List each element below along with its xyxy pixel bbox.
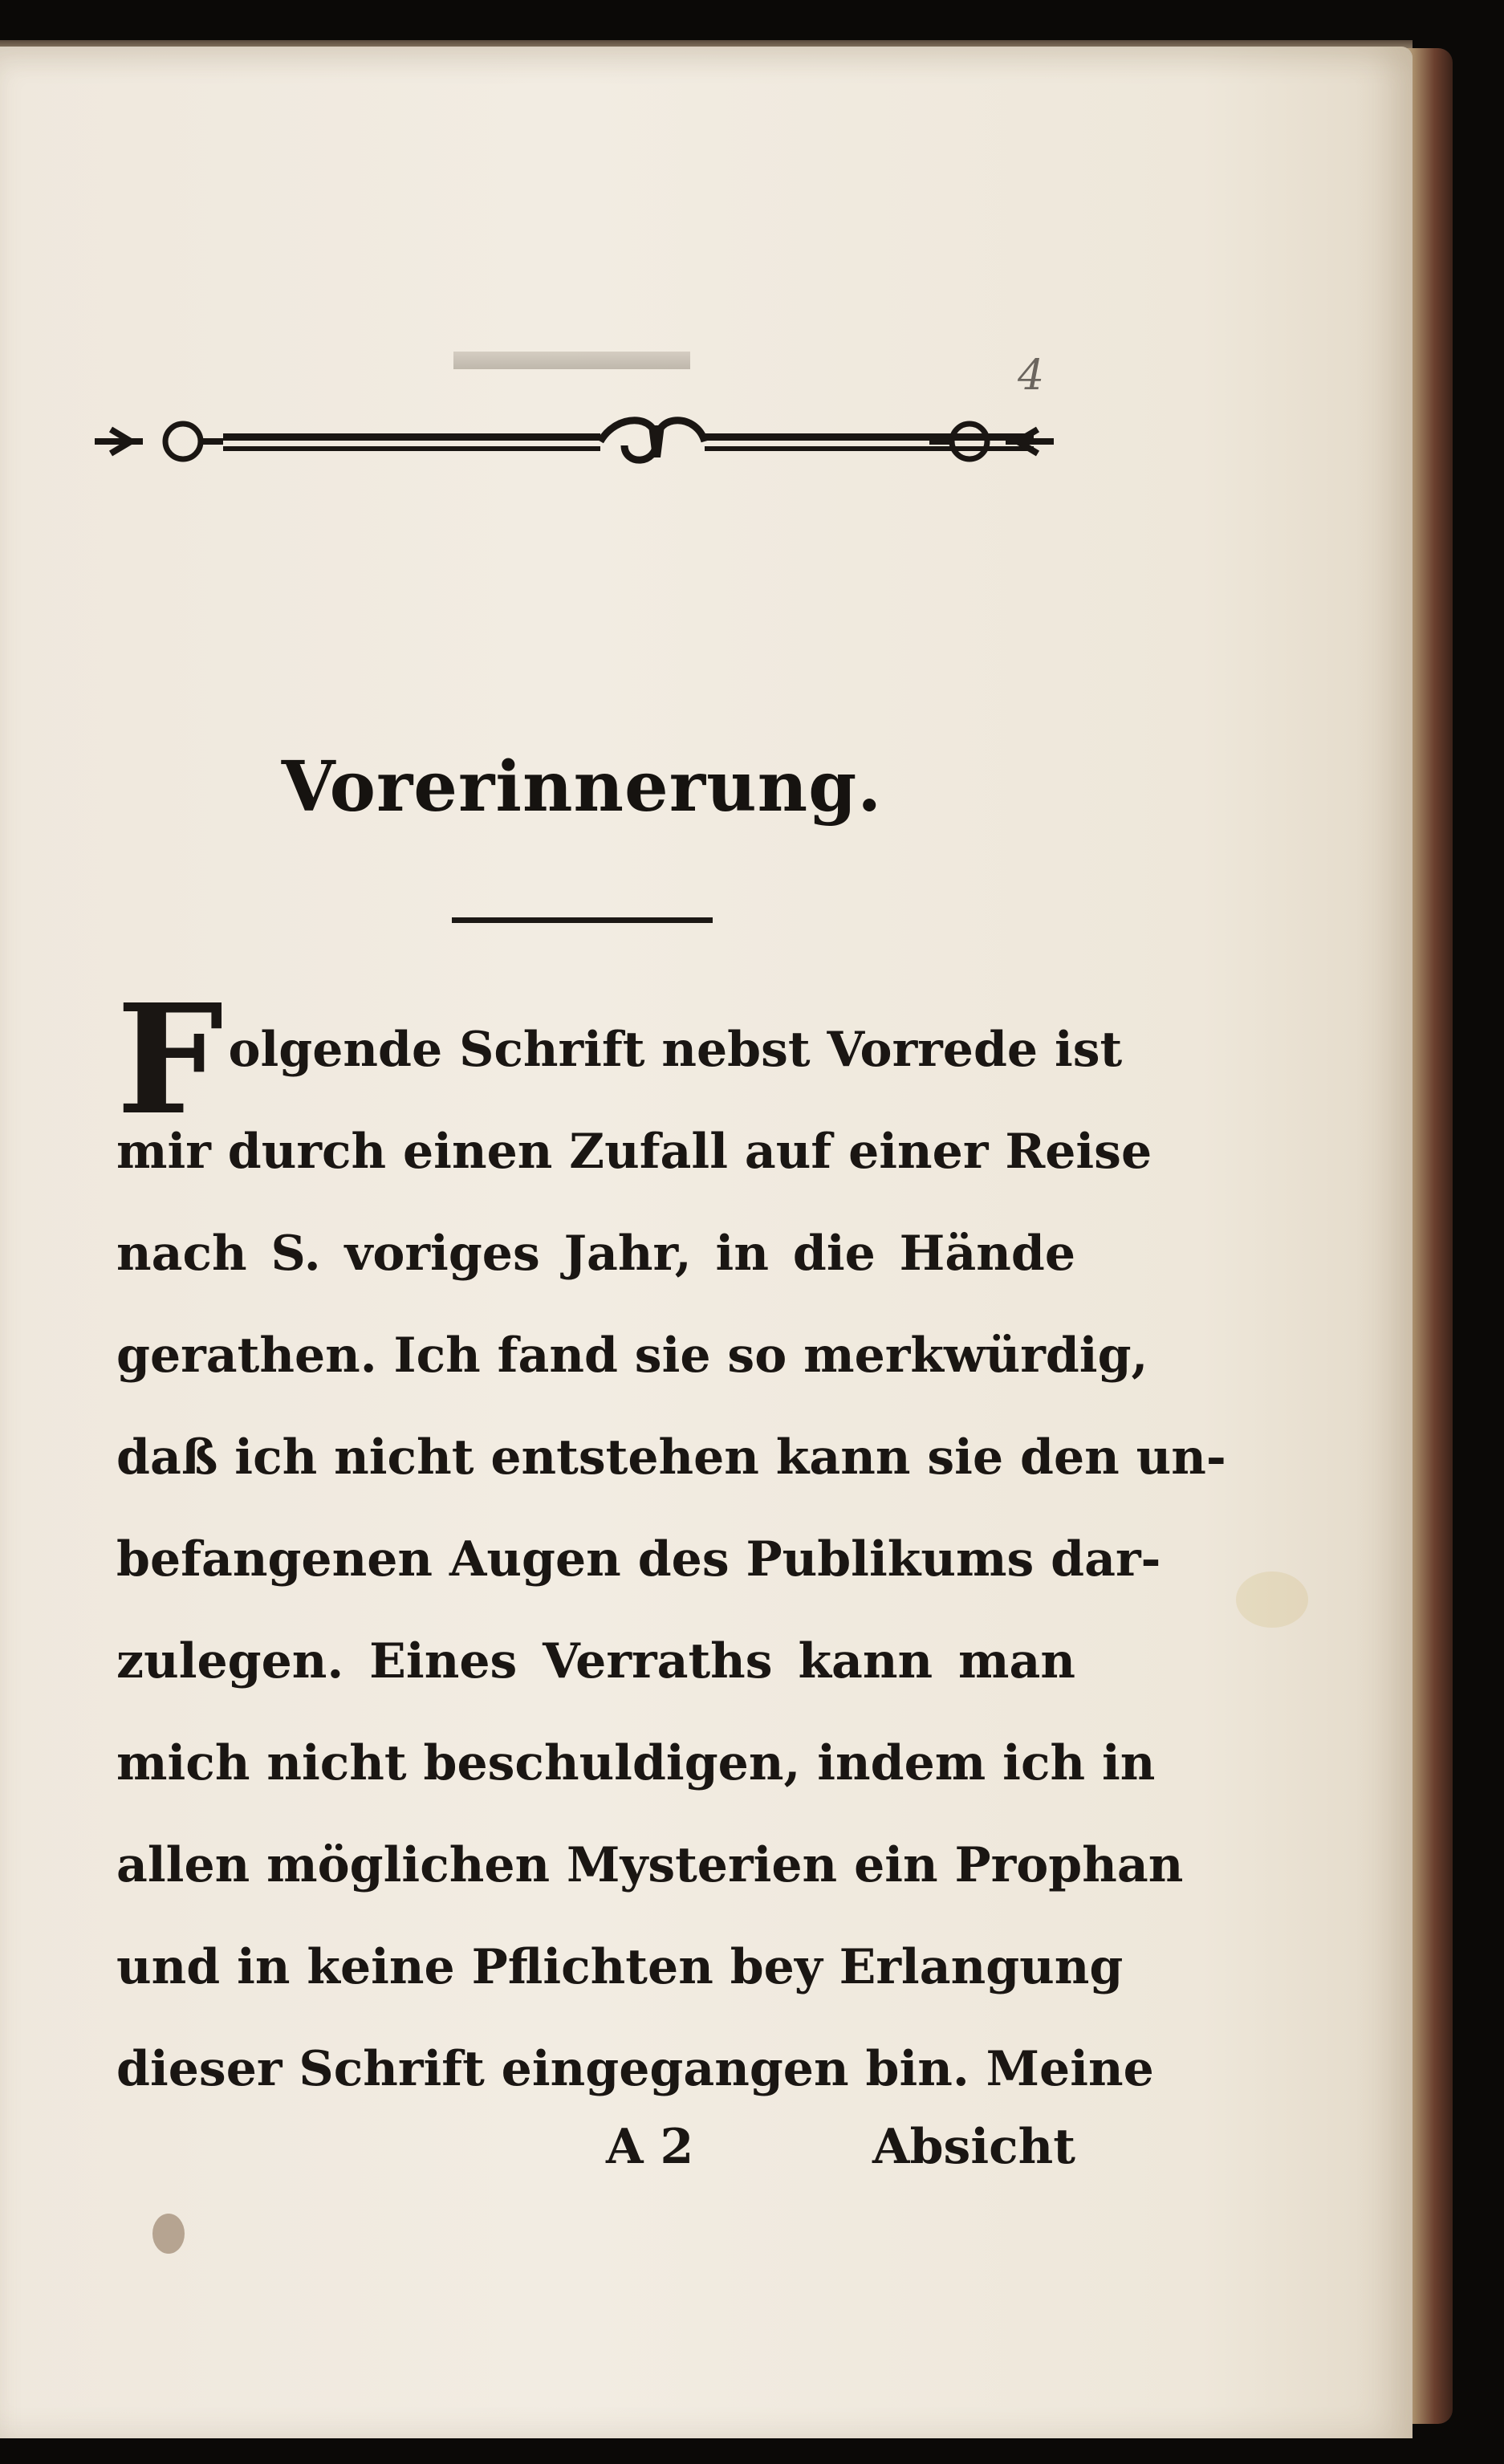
- text-line: allen möglichen Mysterien ein Prophan: [116, 1837, 1184, 1893]
- faded-top-rule: [453, 352, 690, 369]
- headpiece-ornament-icon: [95, 409, 1054, 474]
- first-line-text: olgende Schrift nebst Vorrede ist: [228, 1022, 1123, 1078]
- text-line: mich nicht beschuldigen, indem ich in: [116, 1735, 1156, 1791]
- first-line: [116, 971, 1123, 1149]
- text-line: und in keine Pflichten bey Erlangung: [116, 1939, 1124, 1995]
- text-line: zulegen. Eines Verraths kann man: [116, 1633, 1075, 1689]
- text-line: mir durch einen Zufall auf einer Reise: [116, 1124, 1152, 1180]
- heading-rule: [452, 917, 713, 923]
- text-line: befangenen Augen des Publikums dar-: [116, 1531, 1161, 1588]
- text-line: daß ich nicht entstehen kann sie den un-: [116, 1429, 1226, 1486]
- page-footer: [116, 2119, 1075, 2191]
- catchword: Absicht: [872, 2119, 1075, 2175]
- page-heading: Vorerinnerung.: [281, 746, 883, 827]
- drop-cap: F: [116, 971, 224, 1149]
- text-line: nach S. voriges Jahr, in die Hände: [116, 1226, 1075, 1282]
- signature-mark: A 2: [606, 2119, 694, 2175]
- paper-stain: [1236, 1572, 1308, 1628]
- body-text: [116, 971, 1226, 2120]
- text-line: gerathen. Ich fand sie so merkwürdig,: [116, 1328, 1148, 1384]
- paper-stain: [152, 2214, 185, 2254]
- folio-mark: 4: [1018, 352, 1045, 400]
- text-line: dieser Schrift eingegangen bin. Meine: [116, 2041, 1154, 2097]
